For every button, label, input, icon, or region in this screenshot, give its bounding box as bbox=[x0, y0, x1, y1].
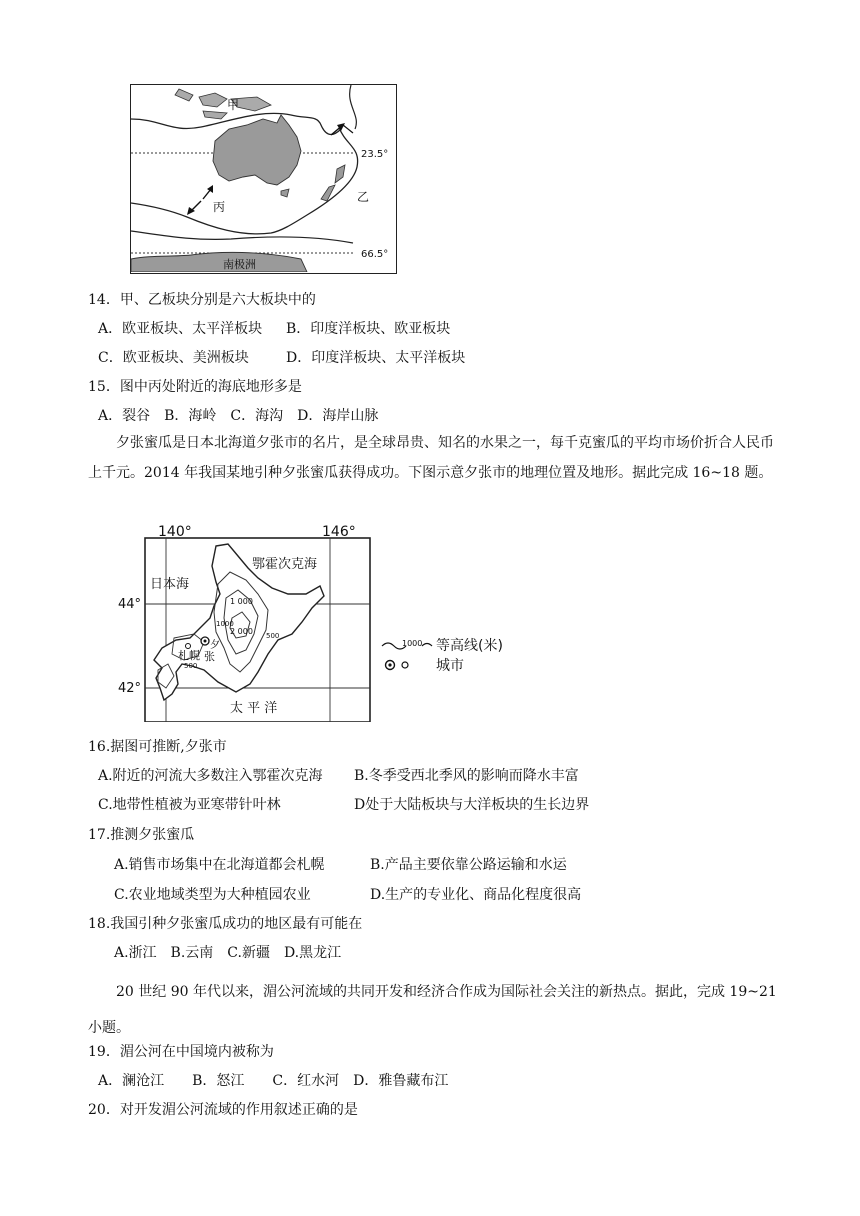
australia-shape bbox=[213, 115, 301, 185]
q17-option-a: A.销售市场集中在北海道都会札幌 bbox=[114, 857, 325, 873]
q14-option-b: B．印度洋板块、欧亚板块 bbox=[286, 321, 451, 337]
lat-tropic-label: 23.5° bbox=[361, 149, 389, 160]
q14-stem: 14．甲、乙板块分别是六大板块中的 bbox=[88, 292, 316, 308]
q14-option-a: A．欧亚板块、太平洋板块 bbox=[98, 321, 263, 337]
intro-16-18: 夕张蜜瓜是日本北海道夕张市的名片，是全球昂贵、知名的水果之一，每千克蜜瓜的平均市场价折合人民币上千元。2014 年我国某地引种夕张蜜瓜获得成功。下图示意夕张市的地理位置及地形。据此完成 16~18 题。 bbox=[88, 435, 774, 481]
contour-500b-label: 500 bbox=[184, 662, 198, 670]
plate-map-svg bbox=[131, 85, 395, 272]
lat-44-label: 44° bbox=[118, 597, 142, 612]
sapporo-label: 札幌 bbox=[178, 649, 200, 662]
q16-option-b: B.冬季受西北季风的影响而降水丰富 bbox=[354, 768, 579, 784]
q16-option-a: A.附近的河流大多数注入鄂霍次克海 bbox=[98, 768, 323, 784]
contour-1000-label: 1 000 bbox=[230, 597, 253, 606]
lon-140-label: 140° bbox=[158, 524, 192, 540]
hokkaido-figure bbox=[118, 522, 638, 722]
q19-stem: 19．湄公河在中国境内被称为 bbox=[88, 1044, 274, 1060]
plate-map bbox=[130, 84, 397, 274]
q17-stem: 17.推测夕张蜜瓜 bbox=[88, 827, 195, 843]
label-jia: 甲 bbox=[227, 98, 240, 112]
contour-1000b-label: 1000 bbox=[216, 620, 234, 628]
q16-option-d: D处于大陆板块与大洋板块的生长边界 bbox=[354, 797, 590, 813]
antarctica-label: 南极洲 bbox=[223, 258, 256, 271]
q15-stem: 15．图中丙处附近的海底地形多是 bbox=[88, 379, 302, 395]
antarctica-shape bbox=[131, 252, 307, 272]
legend-city-text: 城市 bbox=[436, 658, 464, 674]
label-yi: 乙 bbox=[357, 190, 370, 204]
q17-option-b: B.产品主要依靠公路运输和水运 bbox=[370, 857, 567, 873]
japan-sea-label: 日本海 bbox=[150, 577, 190, 592]
q16-option-c: C.地带性植被为亚寒带针叶林 bbox=[98, 797, 281, 813]
okhotsk-sea-label: 鄂霍次克海 bbox=[252, 557, 318, 572]
q14-option-c: C．欧亚板块、美洲板块 bbox=[98, 350, 249, 366]
yubari-label-1: 夕 bbox=[210, 640, 220, 651]
q14-option-d: D．印度洋板块、太平洋板块 bbox=[286, 350, 466, 366]
q18-stem: 18.我国引种夕张蜜瓜成功的地区最有可能在 bbox=[88, 916, 363, 932]
q18-options: A.浙江 B.云南 C.新疆 D.黑龙江 bbox=[114, 945, 342, 961]
q16-stem: 16.据图可推断,夕张市 bbox=[88, 739, 227, 755]
q17-option-c: C.农业地域类型为大种植园农业 bbox=[114, 887, 311, 903]
yubari-label-2: 张 bbox=[204, 650, 215, 663]
q15-options: A．裂谷 B．海岭 C．海沟 D．海岸山脉 bbox=[98, 408, 379, 424]
intro-19-21: 20 世纪 90 年代以来，湄公河流域的共同开发和经济合作成为国际社会关注的新热点。据此，完成 19~21 小题。 bbox=[88, 984, 777, 1036]
pacific-label: 太 平 洋 bbox=[230, 701, 278, 716]
lat-polar-label: 66.5° bbox=[361, 249, 389, 260]
contour-2000-label: 2 000 bbox=[230, 627, 253, 636]
hokkaido-map-svg bbox=[118, 522, 638, 722]
q20-stem: 20．对开发湄公河流域的作用叙述正确的是 bbox=[88, 1102, 358, 1118]
legend-contour-text: 等高线(米) bbox=[436, 638, 503, 654]
lon-146-label: 146° bbox=[322, 524, 356, 540]
contour-500-label: 500 bbox=[266, 632, 280, 640]
label-bing: 丙 bbox=[213, 200, 226, 214]
q19-options: A．澜沧江 B．怒江 C．红水河 D．雅鲁藏布江 bbox=[98, 1073, 449, 1089]
legend-contour-number: 1000 bbox=[402, 639, 423, 648]
q17-option-d: D.生产的专业化、商品化程度很高 bbox=[370, 887, 582, 903]
lat-42-label: 42° bbox=[118, 681, 142, 696]
